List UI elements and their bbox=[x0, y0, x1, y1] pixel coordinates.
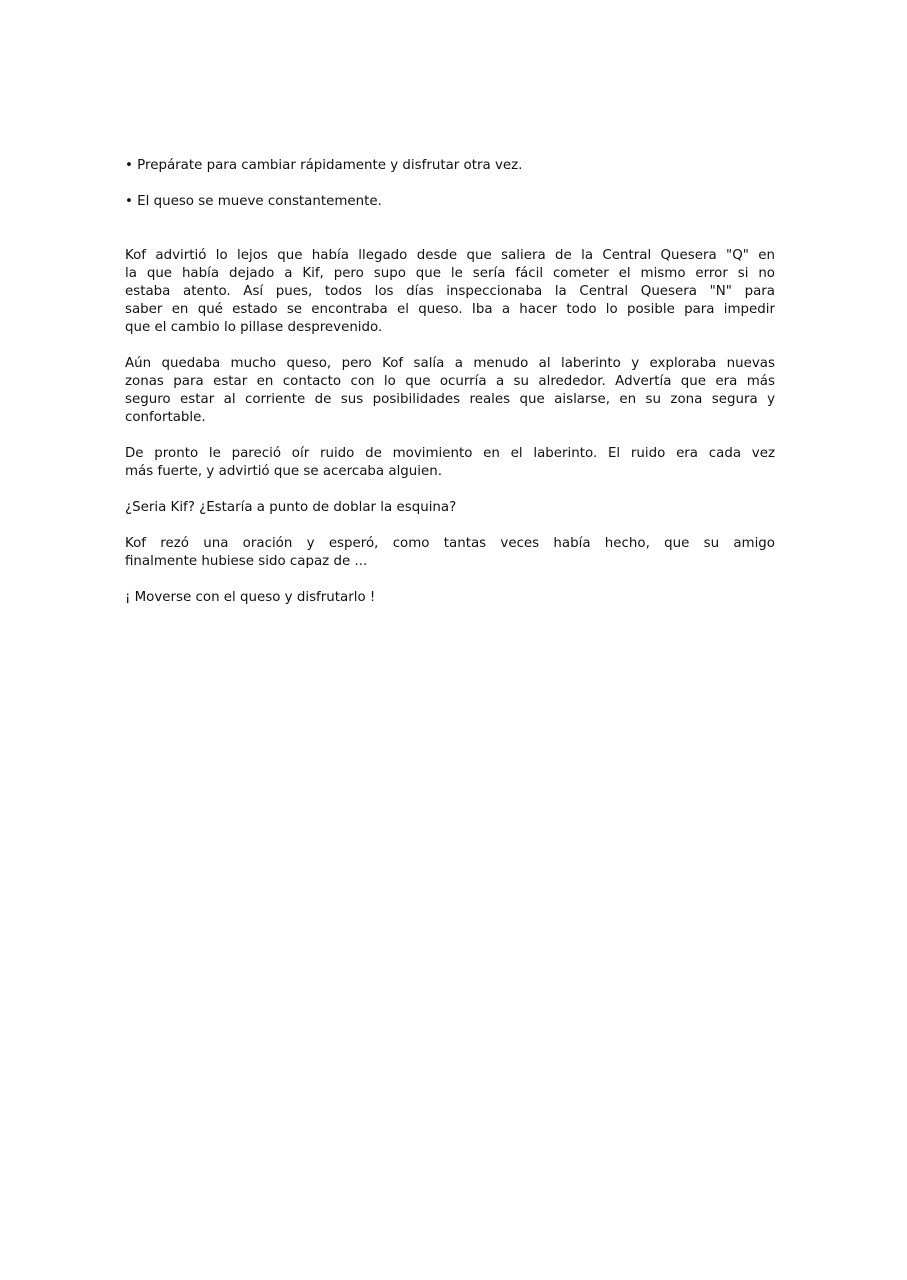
text-line: ¿Seria Kif? ¿Estaría a punto de doblar la esquina? bbox=[125, 500, 457, 515]
text-line: más fuerte, y advirtió que se acercaba alguien. bbox=[125, 464, 443, 479]
text-line: la que había dejado a Kif, pero supo que le sería fácil cometer el mismo error si no bbox=[125, 266, 775, 281]
text-line: que el cambio lo pillase desprevenido. bbox=[125, 320, 383, 335]
text-line: finalmente hubiese sido capaz de ... bbox=[125, 554, 368, 569]
document-page bbox=[125, 157, 775, 607]
text-line: Kof advirtió lo lejos que había llegado desde que saliera de la Central Quesera "Q" en bbox=[125, 248, 775, 263]
paragraph bbox=[125, 445, 775, 481]
paragraph bbox=[125, 535, 775, 571]
text-line: saber en qué estado se encontraba el queso. Iba a hacer todo lo posible para impedir bbox=[125, 302, 775, 317]
text-line: estaba atento. Así pues, todos los días inspeccionaba la Central Quesera "N" para bbox=[125, 284, 775, 299]
text-line: zonas para estar en contacto con lo que ocurría a su alrededor. Advertía que era más bbox=[125, 374, 775, 389]
text-line: seguro estar al corriente de sus posibilidades reales que aislarse, en su zona segura y bbox=[125, 392, 775, 407]
text-line: confortable. bbox=[125, 410, 206, 425]
bullet-item: • Prepárate para cambiar rápidamente y disfrutar otra vez. bbox=[125, 158, 523, 173]
paragraph bbox=[125, 499, 775, 517]
paragraph bbox=[125, 355, 775, 427]
bullet-item: • El queso se mueve constantemente. bbox=[125, 194, 382, 209]
text-line: ¡ Moverse con el queso y disfrutarlo ! bbox=[125, 590, 376, 605]
text-line: Aún quedaba mucho queso, pero Kof salía a menudo al laberinto y exploraba nuevas bbox=[125, 356, 775, 371]
text-line: Kof rezó una oración y esperó, como tantas veces había hecho, que su amigo bbox=[125, 536, 775, 551]
text-line: De pronto le pareció oír ruido de movimiento en el laberinto. El ruido era cada vez bbox=[125, 446, 775, 461]
paragraph bbox=[125, 247, 775, 337]
paragraph bbox=[125, 589, 775, 607]
